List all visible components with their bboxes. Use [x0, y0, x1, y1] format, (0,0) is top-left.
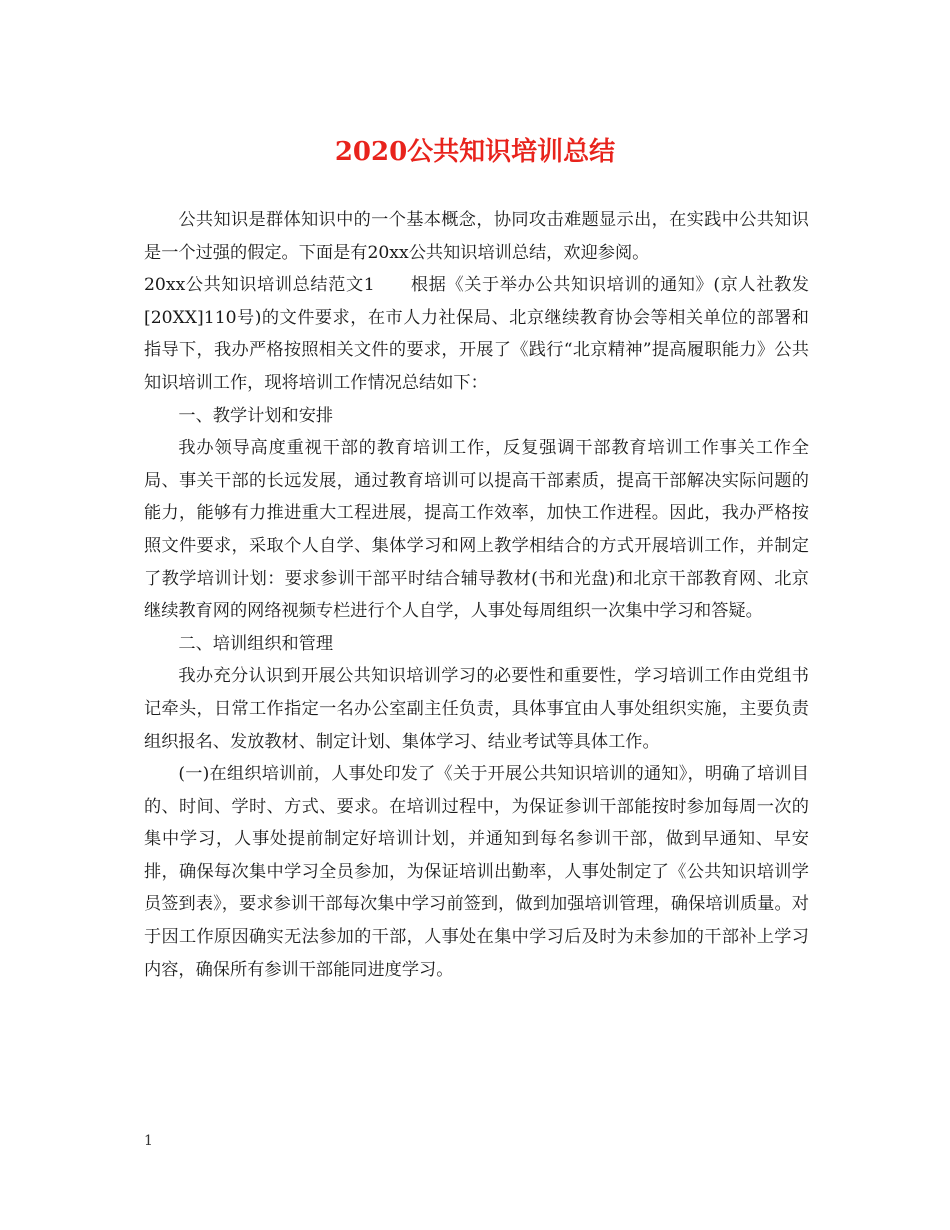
intro-paragraph: 公共知识是群体知识中的一个基本概念，协同攻击难题显示出，在实践中公共知识是一个过强的假定。下面是有20xx公共知识培训总结，欢迎参阅。	[144, 210, 809, 263]
section-heading-1: 一、教学计划和安排	[178, 405, 334, 426]
section-2-paragraph: 我办充分认识到开展公共知识培训学习的必要性和重要性，学习培训工作由党组书记牵头，日常工作指定一名办公室副主任负责，具体事宜由人事处组织实施，主要负责组织报名、发放教材、制定计划、集体学习、结业考试等具体工作。	[144, 666, 809, 752]
section-heading-2: 二、培训组织和管理	[178, 633, 334, 654]
section-1-paragraph: 我办领导高度重视干部的教育培训工作，反复强调干部教育培训工作事关工作全局、事关干部的长远发展，通过教育培训可以提高干部素质，提高干部解决实际问题的能力，能够有力推进重大工程进展，提高工作效率，加快工作进程。因此，我办严格按照文件要求，采取个人自学、集体学习和网上教学相结合的方式开展培训工作，并制定了教学培训计划：要求参训干部平时结合辅导教材(书和光盘)和北京干部教育网、北京继续教育网的网络视频专栏进行个人自学，人事处每周组织一次集中学习和答疑。	[144, 438, 809, 622]
section-intro-paragraph: 20xx公共知识培训总结范文1 根据《关于举办公共知识培训的通知》(京人社教发[20XX]110号)的文件要求，在市人力社保局、北京继续教育协会等相关单位的部署和指导下，我办严格按照相关文件的要求，开展了《践行“北京精神”提高履职能力》公共知识培训工作，现将培训工作情况总结如下：	[144, 275, 809, 393]
document-body	[144, 204, 809, 986]
subsection-1-paragraph: (一)在组织培训前，人事处印发了《关于开展公共知识培训的通知》，明确了培训目的、时间、学时、方式、要求。在培训过程中，为保证参训干部能按时参加每周一次的集中学习，人事处提前制定好培训计划，并通知到每名参训干部，做到早通知、早安排，确保每次集中学习全员参加，为保证培训出勤率，人事处制定了《公共知识培训学员签到表》，要求参训干部每次集中学习前签到，做到加强培训管理，确保培训质量。对于因工作原因确实无法参加的干部，人事处在集中学习后及时为未参加的干部补上学习内容，确保所有参训干部能同进度学习。	[144, 764, 809, 980]
page-number: 1	[144, 1133, 153, 1149]
document-title: 2020公共知识培训总结	[334, 137, 616, 167]
